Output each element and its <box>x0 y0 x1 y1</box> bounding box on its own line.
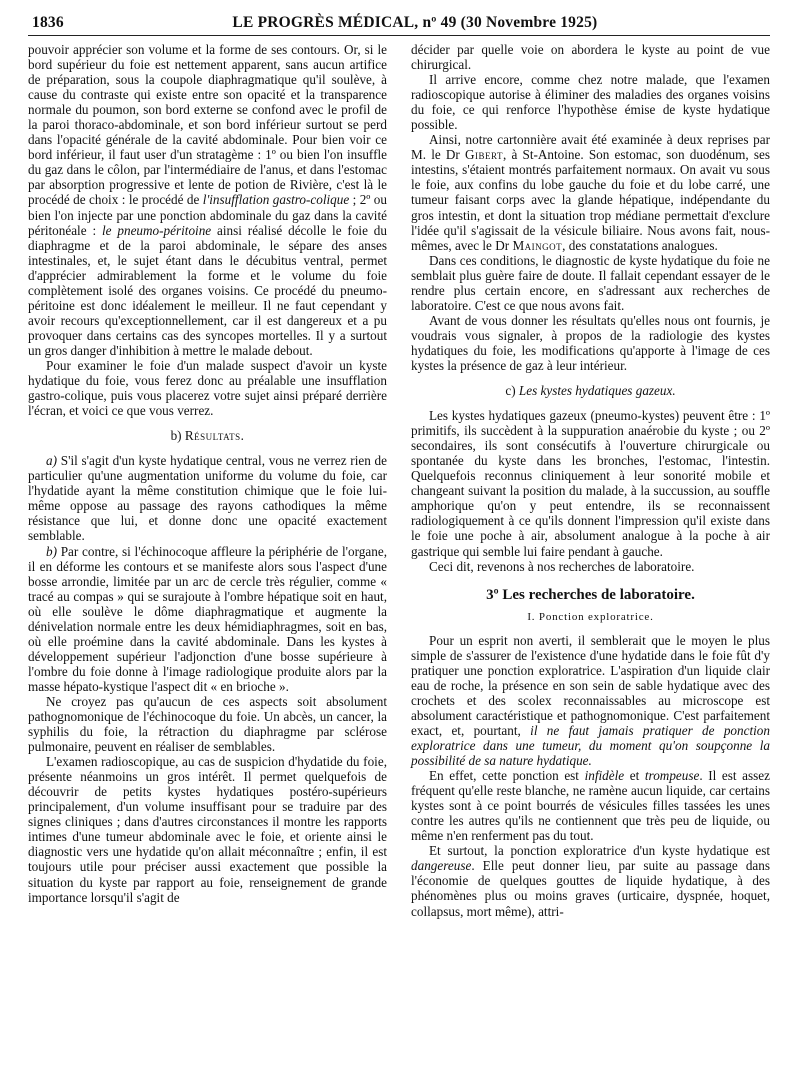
paragraph: Pour un esprit non averti, il semblerait que le moyen le plus simple de s'assurer de l'existence d'une hydatide dans le foie fût d'y pratiquer une ponction exploratrice. L'aspiration d'un liquide clair eau de roche, la présence en son sein de sable hydatique avec des crochets et des scolex reconnaissables au microscope est absolument caractéristique et pathognomonique. C'est parfaitement exact, et, pourtant, il ne faut jamais pratiquer de ponction exploratrice dans une tumeur, du moment qu'on soupçonne la possibilité de sa nature hydatique. <box>411 632 770 769</box>
paragraph: L'examen radioscopique, au cas de suspicion d'hydatide du foie, présente néanmoins un gros intérêt. Il permet quelquefois de découvrir de petits kystes hydatiques postéro-supérieurs principalement, d'un volume insuffisant pour se traduire par des signes cliniques ; dans d'autres circonstances il montre les rapports intimes d'une tumeur abdominale avec le foie, et oriente ainsi le diagnostic vers une hydatide qu'on allait méconnaître ; enfin, il est toujours utile pour préciser aussi exactement que possible la situation du kyste par rapport au foie, renseignement de grande importance lorsqu'il s'agit de <box>28 754 387 905</box>
left-column <box>28 42 387 919</box>
paragraph: pouvoir apprécier son volume et la forme de ses contours. Or, si le bord supérieur du foie est nettement apparent, sans aucun artifice de préparation, sous la coupole diaphragmatique qu'il soulève, à cause du contraste qui existe entre son opacité et la transparence normale du poumon, son bord externe se confond avec le profil de la paroi thoraco-abdominale, et son bord inférieur surtout se perd dans l'opacité générale de la cavité abdominale. Pour bien voir ce bord inférieur, il faut user d'un stratagème : 1º ou bien l'on insuffle du gaz dans le côlon, par l'intermédiaire de l'anus, et dans l'estomac par absorption progressive et lente de potion de Rivière, c'est là le procédé de choix : le procédé de l'insufflation gastro-colique ; 2º ou bien l'on injecte par une ponction abdominale du gaz dans la cavité péritonéale : le pneumo-péritoine ainsi réalisé décolle le foie du diaphragme et de la paroi abdominale, le sépare des anses intestinales, et, le sujet étant dans le décubitus ventral, permet d'apprécier admirablement la forme et le volume du foie complètement isolé des organes voisins. Ce procédé du pneumo-péritoine est donc idéalement le meilleur. Il ne faut cependant y avoir recours qu'exceptionnellement, car il est dangereux et a pu provoquer dans certains cas des syncopes mortelles. Il y a surtout un gros danger d'inhibition à mettre le malade debout. <box>28 42 387 358</box>
paragraph: Et surtout, la ponction exploratrice d'un kyste hydatique est dangereuse. Elle peut donner lieu, par suite au passage dans l'économie de quelques gouttes de liquide hydatique, à des phénomènes plus ou moins graves (urticaire, dyspnée, hoquet, collapsus, mort même), attri- <box>411 843 770 919</box>
paragraph: Ne croyez pas qu'aucun de ces aspects soit absolument pathognomonique de l'échinocoque du foie. Un abcès, un cancer, la syphilis du foie, la rétraction du diaphragme par sclérose pulmonaire, peuvent en réaliser de semblables. <box>28 693 387 755</box>
journal-title: LE PROGRÈS MÉDICAL, nº 49 (30 Novembre 1925) <box>232 14 598 31</box>
paragraph: Avant de vous donner les résultats qu'elles nous ont fournis, je voudrais vous signaler, à propos de la radiologie des kystes hydatiques du foie, les modifications qu'apporte à l'image de ces kystes la présence de gaz à leur intérieur. <box>411 312 770 373</box>
paragraph: En effet, cette ponction est infidèle et trompeuse. Il est assez fréquent qu'elle reste blanche, ne ramène aucun liquide, car certains kystes sont à ce point bourrés de vésicules filles tassées les unes contre les autres qu'ils ne contiennent que très peu de liquide, ou même n'en renferment pas du tout. <box>411 768 770 844</box>
subsection-heading: b) Résultats. <box>170 428 245 444</box>
paragraph: Dans ces conditions, le diagnostic de kyste hydatique du foie ne semblait plus guère faire de doute. Il fallait cependant essayer de le rendre plus certain encore, en s'adressant aux recherches de laboratoire. C'est ce que nous avons fait. <box>411 252 770 313</box>
paragraph: Les kystes hydatiques gazeux (pneumo-kystes) peuvent être : 1º primitifs, ils succèdent à la suppuration anaérobie du kyste ; ou 2º secondaires, ils sont consécutifs à l'ouverture chirurgicale ou spontanée du kyste dans les bronches, l'estomac, l'intestin. Quelquefois reconnus cliniquement à leur sonorité mobile et changeant suivant la position du malade, à la succussion, au souffle amphorique qu'on y peut entendre, ils se reconnaissent radiologiquement à ce qu'ils donnent l'impression qu'il existe dans le foie une poche à air, absolument analogue à la poche à air gastrique qui semble lui faire pendant à gauche. <box>411 408 770 559</box>
page-number: 1836 <box>32 14 64 31</box>
paragraph: b) Par contre, si l'échinocoque affleure la périphérie de l'organe, il en déforme les contours et se manifeste alors sous l'aspect d'une bosse arrondie, limitée par un arc de cercle très régulier, comme « tracé au compas » qui se surajoute à l'ombre hépatique soit en haut, où elle soulève le dôme diaphragmatique et augmente la dénivelation normale entre les deux hémidiaphragmes, soit en bas, où elle proémine dans la cavité abdominale. Dans les kystes à développement supérieur l'adjonction d'une bosse supérieure à l'ombre du foie donne à l'image radiologique produite alors par la masse hépato-kystique l'aspect dit « en brioche ». <box>28 543 387 694</box>
subsection-heading: I. Ponction exploratrice. <box>527 610 654 623</box>
paragraph: décider par quelle voie on abordera le kyste au point de vue chirurgical. <box>411 42 770 73</box>
paragraph: Ceci dit, revenons à nos recherches de laboratoire. <box>429 558 695 574</box>
paragraph: a) S'il s'agit d'un kyste hydatique central, vous ne verrez rien de particulier qu'une augmentation uniforme du volume du foie, car l'hydatide ayant la même constitution chimique que le foie lui-même oppose au passage des rayons cathodiques la même résistance que lui, et donne donc une opacité exactement semblable. <box>28 453 387 544</box>
paragraph: Pour examiner le foie d'un malade suspect d'avoir un kyste hydatique du foie, vous ferez donc au préalable une insufflation gastro-colique, puis vous placerez votre sujet ainsi préparé derrière l'écran, et voici ce que vous verrez. <box>28 357 387 419</box>
paragraph: Ainsi, notre cartonnière avait été examinée à deux reprises par M. le Dr Gibert, à St-Antoine. Son estomac, son duodénum, ses intestins, s'étaient montrés parfaitement normaux. On avait vu sous le foie, aux confins du lobe gauche du foie et du lobe carré, une tumeur faisant corps avec la glande hépatique, indépendante du gros intestin, et dont la situation trop médiane permettait d'exclure l'idée qu'il s'agissait de la vésicule biliaire. Nous avons fait, nous-mêmes, avec le Dr Maingot, des constatations analogues. <box>411 132 770 253</box>
subsection-heading: c) Les kystes hydatiques gazeux. <box>505 383 676 399</box>
section-heading: 3º Les recherches de laboratoire. <box>486 586 695 603</box>
running-header <box>28 14 770 36</box>
right-column <box>411 42 770 919</box>
paragraph: Il arrive encore, comme chez notre malade, que l'examen radioscopique autorise à éliminer des maladies des organes voisins du foie, ce qui renforce l'hypothèse émise de kyste hydatique possible. <box>411 72 770 133</box>
two-column-body <box>28 42 770 919</box>
